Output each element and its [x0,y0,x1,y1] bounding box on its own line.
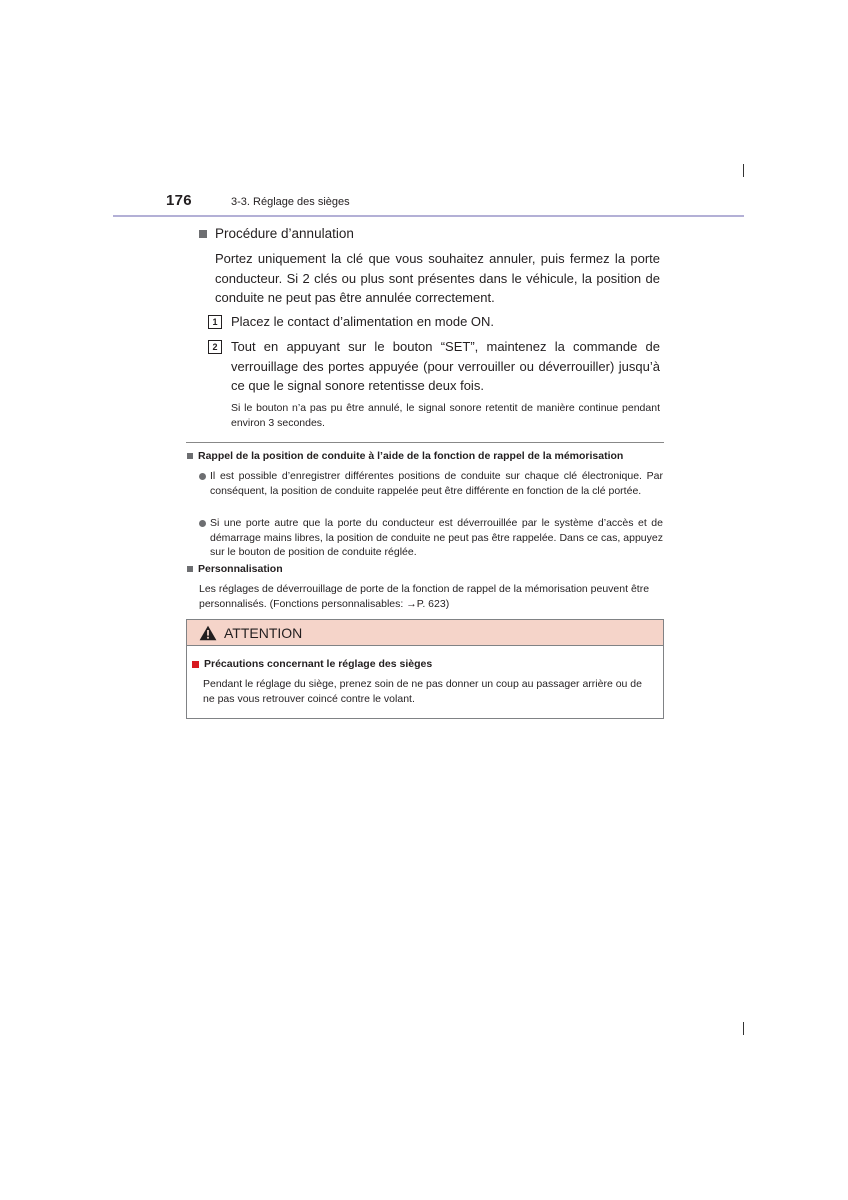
attention-subheading-text: Précautions concernant le réglage des sièges [204,658,433,670]
attention-header [187,620,663,646]
recall-heading [187,450,623,462]
crop-mark-top [743,164,744,177]
attention-box [186,619,664,719]
attention-subheading [192,658,432,670]
square-bullet-icon [187,453,193,459]
header-rule [113,215,744,217]
step-number-badge: 1 [208,315,222,329]
customization-heading [187,563,283,575]
list-item [199,469,663,498]
section-title: 3-3. Réglage des sièges [231,196,350,208]
recall-heading-text: Rappel de la position de conduite à l’aide de la fonction de rappel de la mémorisation [198,450,624,462]
page-number: 176 [166,192,192,209]
attention-text: Pendant le réglage du siège, prenez soin de ne pas donner un coup au passager arrière ou de ne pas vous retrouver coincé contre le volant. [203,678,642,705]
square-bullet-icon [187,566,193,572]
procedure-heading-text: Procédure d’annulation [215,226,354,241]
square-bullet-icon [199,230,207,238]
attention-title: ATTENTION [224,624,303,641]
list-item-text: Si une porte autre que la porte du conducteur est déverrouillée par le système d’accès et de démarrage mains libres, la position de conduite ne peut pas être rappelée. Dans ce cas, appuyez sur le bouton de position de conduite réglée. [210,517,663,558]
step-number-badge: 2 [208,340,222,354]
warning-icon [199,625,217,641]
notes-divider [186,442,664,443]
step-item [208,312,660,332]
dot-bullet-icon [199,473,206,480]
step-text: Placez le contact d’alimentation en mode ON. [231,314,495,329]
step-text: Tout en appuyant sur le bouton “SET”, maintenez la commande de verrouillage des portes appuyée (pour verrouiller ou déverrouiller) jusqu’à ce que le signal sonore retentisse deux fois. [231,339,660,393]
step-note: Si le bouton n’a pas pu être annulé, le signal sonore retentit de manière continue pendant environ 3 secondes. [231,402,660,429]
list-item-text: Il est possible d’enregistrer différentes positions de conduite sur chaque clé électronique. Par conséquent, la position de conduite rappelée peut être différente en fonction de la clé portée. [210,470,663,497]
list-item [199,516,663,560]
red-square-bullet-icon [192,661,199,668]
procedure-heading [199,226,354,241]
crop-mark-bottom [743,1022,744,1035]
customization-text: Les réglages de déverrouillage de porte de la fonction de rappel de la mémorisation peuvent être personnalisés. (Fonctions personnalisables: →P. 623) [199,583,650,610]
dot-bullet-icon [199,520,206,527]
procedure-body: Portez uniquement la clé que vous souhaitez annuler, puis fermez la porte conducteur. Si 2 clés ou plus sont présentes dans le véhicule, la position de conduite ne peut pas être annulée correctement. [215,251,660,305]
customization-heading-text: Personnalisation [198,563,283,575]
step-item [208,337,660,396]
